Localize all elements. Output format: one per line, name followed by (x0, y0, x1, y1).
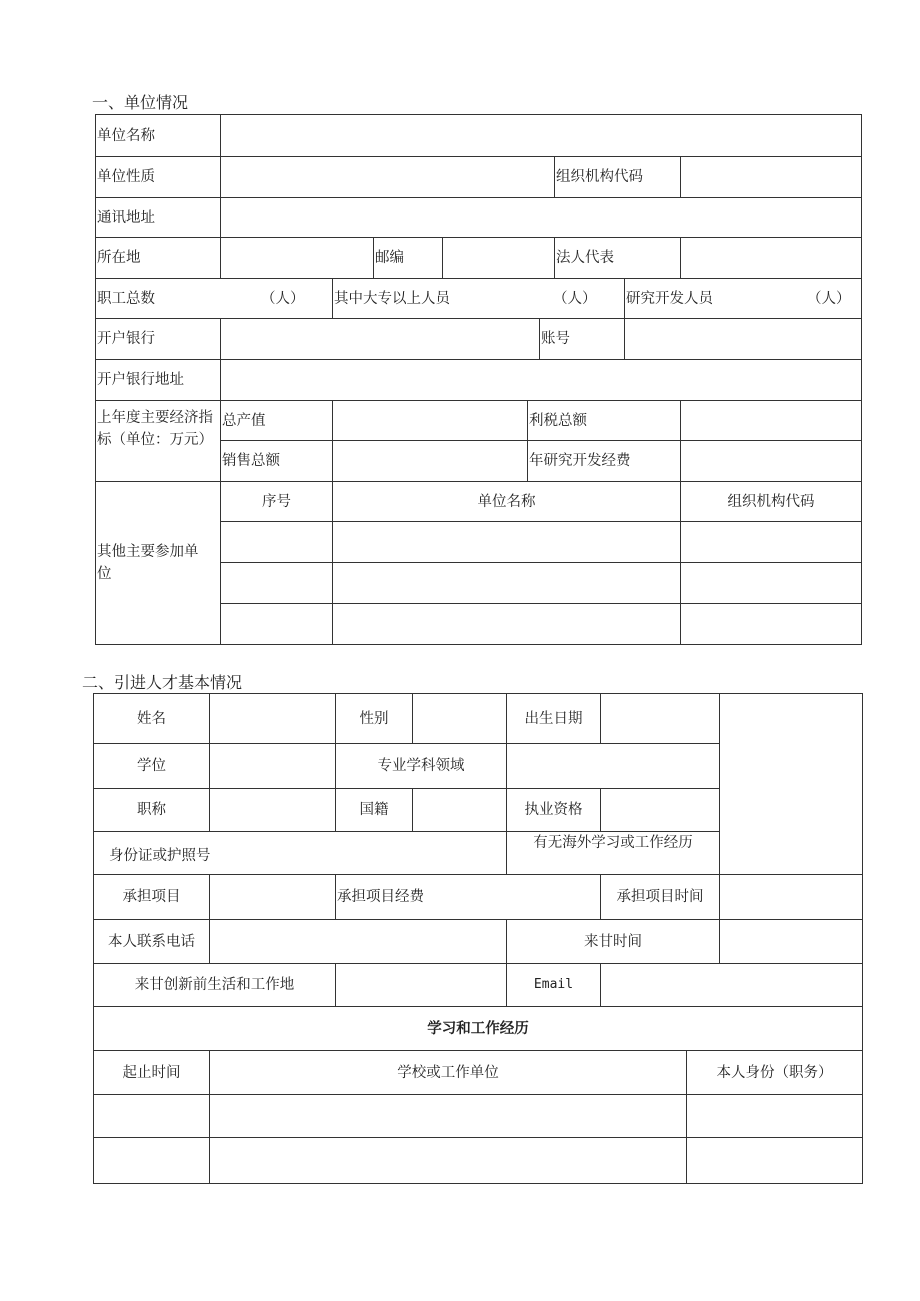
major-field-label: 专业学科领域 (335, 743, 507, 789)
email-label: Email (506, 963, 601, 1007)
other-unit-name-3[interactable] (332, 603, 681, 645)
nationality-label: 国籍 (335, 788, 413, 832)
history-period-1[interactable] (93, 1094, 210, 1138)
birth-date-field[interactable] (600, 693, 720, 744)
total-sales-label: 销售总额 (220, 440, 333, 482)
name-field[interactable] (209, 693, 336, 744)
location-field[interactable] (220, 237, 374, 279)
project-fund-label: 承担项目经费 (337, 889, 424, 905)
org-code-label: 组织机构代码 (554, 156, 681, 198)
postcode-label: 邮编 (373, 237, 443, 279)
total-staff-unit: （人） (261, 290, 305, 307)
arrival-time-field[interactable] (719, 919, 863, 964)
bank-address-label: 开户银行地址 (95, 359, 221, 401)
total-staff-label: 职工总数 (97, 290, 155, 307)
prior-place-field[interactable] (335, 963, 507, 1007)
annual-rd-label: 年研究开发经费 (527, 440, 681, 482)
prior-place-label: 来甘创新前生活和工作地 (93, 963, 336, 1007)
bank-address-field[interactable] (220, 359, 862, 401)
other-units-label: 其他主要参加单位 (95, 481, 221, 645)
col-seq-header: 序号 (220, 481, 333, 522)
legal-rep-label: 法人代表 (554, 237, 681, 279)
other-unit-code-3[interactable] (680, 603, 862, 645)
unit-nature-label: 单位性质 (95, 156, 221, 198)
birth-date-label: 出生日期 (506, 693, 601, 744)
unit-name-label: 单位名称 (95, 114, 221, 157)
other-unit-name-2[interactable] (332, 562, 681, 604)
postcode-field[interactable] (442, 237, 555, 279)
phone-field[interactable] (209, 919, 507, 964)
phone-label: 本人联系电话 (93, 919, 210, 964)
total-assets-field[interactable] (332, 400, 528, 441)
total-staff-cell[interactable] (95, 278, 333, 319)
bank-label: 开户银行 (95, 318, 221, 360)
college-staff-label: 其中大专以上人员 (334, 290, 450, 307)
project-time-label: 承担项目时间 (600, 874, 720, 920)
col-period-header: 起止时间 (93, 1050, 210, 1095)
total-sales-field[interactable] (332, 440, 528, 482)
gender-field[interactable] (412, 693, 507, 744)
id-passport-label: 身份证或护照号 (109, 848, 211, 864)
address-field[interactable] (220, 197, 862, 238)
email-field[interactable] (600, 963, 863, 1007)
other-unit-name-1[interactable] (332, 521, 681, 563)
study-work-heading: 学习和工作经历 (93, 1006, 863, 1051)
title-field[interactable] (209, 788, 336, 832)
col-position-header: 本人身份（职务） (686, 1050, 863, 1095)
other-unit-code-2[interactable] (680, 562, 862, 604)
total-tax-field[interactable] (680, 400, 862, 441)
qualification-label: 执业资格 (506, 788, 601, 832)
photo-cell[interactable] (719, 693, 863, 875)
rd-staff-unit: （人） (807, 290, 851, 307)
econ-indicators-label: 上年度主要经济指标（单位：万元） (95, 400, 221, 482)
history-school-1[interactable] (209, 1094, 687, 1138)
project-fund-cell[interactable] (335, 874, 601, 920)
title-label: 职称 (93, 788, 210, 832)
overseas-label: 有无海外学习或工作经历 (533, 835, 693, 851)
project-label: 承担项目 (93, 874, 210, 920)
qualification-field[interactable] (600, 788, 720, 832)
legal-rep-field[interactable] (680, 237, 862, 279)
address-label: 通讯地址 (95, 197, 221, 238)
history-position-2[interactable] (686, 1137, 863, 1184)
location-label: 所在地 (95, 237, 221, 279)
account-label: 账号 (539, 318, 625, 360)
col-name-header: 单位名称 (332, 481, 681, 522)
total-tax-label: 利税总额 (527, 400, 681, 441)
unit-nature-field[interactable] (220, 156, 555, 198)
college-staff-cell[interactable] (332, 278, 625, 319)
project-time-field[interactable] (719, 874, 863, 920)
degree-field[interactable] (209, 743, 336, 789)
overseas-cell[interactable] (506, 831, 720, 875)
history-position-1[interactable] (686, 1094, 863, 1138)
org-code-field[interactable] (680, 156, 862, 198)
id-passport-cell[interactable] (93, 831, 507, 875)
bank-field[interactable] (220, 318, 540, 360)
other-unit-seq-2[interactable] (220, 562, 333, 604)
gender-label: 性别 (335, 693, 413, 744)
annual-rd-field[interactable] (680, 440, 862, 482)
col-school-header: 学校或工作单位 (209, 1050, 687, 1095)
nationality-field[interactable] (412, 788, 507, 832)
major-field-field[interactable] (506, 743, 720, 789)
other-unit-seq-3[interactable] (220, 603, 333, 645)
name-label: 姓名 (93, 693, 210, 744)
history-school-2[interactable] (209, 1137, 687, 1184)
rd-staff-cell[interactable] (624, 278, 862, 319)
college-staff-unit: （人） (553, 290, 597, 307)
total-assets-label: 总产值 (220, 400, 333, 441)
project-field[interactable] (209, 874, 336, 920)
other-unit-seq-1[interactable] (220, 521, 333, 563)
unit-name-field[interactable] (220, 114, 862, 157)
section2-heading: 二、引进人才基本情况 (82, 673, 243, 692)
degree-label: 学位 (93, 743, 210, 789)
section1-heading: 一、单位情况 (92, 93, 189, 112)
arrival-time-label: 来甘时间 (506, 919, 720, 964)
history-period-2[interactable] (93, 1137, 210, 1184)
account-field[interactable] (624, 318, 862, 360)
col-code-header: 组织机构代码 (680, 481, 862, 522)
other-unit-code-1[interactable] (680, 521, 862, 563)
rd-staff-label: 研究开发人员 (626, 290, 713, 307)
